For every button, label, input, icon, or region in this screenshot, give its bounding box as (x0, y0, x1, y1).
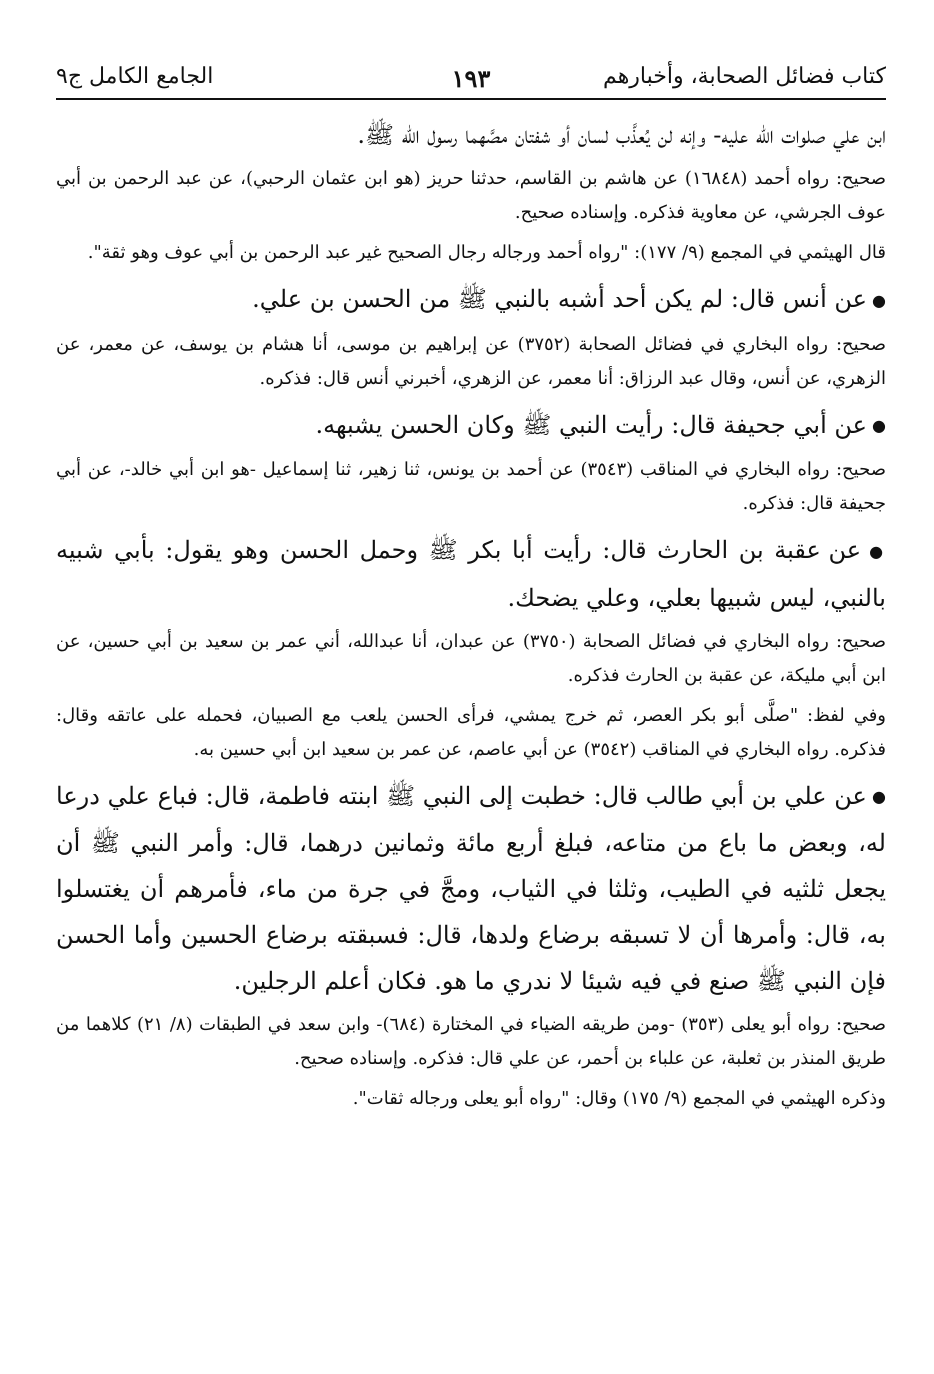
page-body (56, 112, 886, 1122)
takhrij-note: صحيح: رواه أحمد (١٦٨٤٨) عن هاشم بن القاسم، حدثنا حريز (هو ابن عثمان الرحبي)، عن عبد الرحمن بن أبي عوف الجرشي، عن معاوية فذكره. وإسناده صحيح. (56, 168, 886, 223)
page-number: ١٩٣ (451, 64, 491, 93)
hadith-text: ● عن أبي جحيفة قال: رأيت النبي ﷺ وكان الحسن يشبهه. (56, 402, 886, 450)
hadith-text: ● عن عقبة بن الحارث قال: رأيت أبا بكر ﷺ وحمل الحسن وهو يقول: بأبي شبيه بالنبي، ليس شبيها بعلي، وعلي يضحك. (56, 527, 886, 621)
hadith-text: ابن علي صلوات الله عليه- وإنه لن يُعذَّب لسان أو شفتان مصَّهما رسول الله ﷺ. (357, 121, 886, 149)
page-header (56, 58, 886, 100)
takhrij-note: صحيح: رواه البخاري في فضائل الصحابة (٣٧٥٠) عن عبدان، أنا عبدالله، أني عمر بن سعيد بن أبي حسين، عن ابن أبي مليكة، عن عقبة بن الحارث فذكره. (56, 630, 887, 686)
hadith-text: ● عن أنس قال: لم يكن أحد أشبه بالنبي ﷺ من الحسن بن علي. (56, 276, 886, 324)
takhrij-note: وفي لفظ: "صلَّى أبو بكر العصر، ثم خرج يمشي، فرأى الحسن يلعب مع الصبيان، فحمله على عاتقه وقال: فذكره. رواه البخاري في المناقب (٣٥٤٢) عن أبي عاصم، عن عمر بن سعيد ابن أبي حسين به. (56, 704, 886, 760)
hadith-text: ● عن علي بن أبي طالب قال: خطبت إلى النبي ﷺ ابنته فاطمة، قال: فباع علي درعا له، وبعض ما باع من متاعه، فبلغ أربع مائة وثمانين درهما، قال: وأمر النبي ﷺ أن يجعل ثلثيه في الطيب، وثلثا في الثياب، ومجَّ في جرة من ماء، فأمرهم أن يغتسلوا به، قال: وأمرها أن لا تسبقه برضاع ولدها، قال: فسبقته برضاع الحسين وأما الحسن فإن النبي ﷺ صنع في فيه شيئا لا ندري ما هو. فكان أعلم الرجلين. (56, 773, 886, 1005)
takhrij-note: صحيح: رواه البخاري في فضائل الصحابة (٣٧٥٢) عن إبراهيم بن موسى، أنا هشام بن يوسف، عن معمر، عن الزهري، عن أنس، وقال عبد الرزاق: أنا معمر، عن الزهري، أخبرني أنس قال: فذكره. (56, 333, 887, 389)
takhrij-note: وذكره الهيثمي في المجمع (٩/ ١٧٥) وقال: "رواه أبو يعلى ورجاله ثقات". (352, 1088, 886, 1109)
chapter-title: كتاب فضائل الصحابة، وأخبارهم (603, 64, 886, 89)
book-title: الجامع الكامل ج٩ (56, 64, 214, 89)
takhrij-note: قال الهيثمي في المجمع (٩/ ١٧٧): "رواه أحمد ورجاله رجال الصحيح غير عبد الرحمن بن أبي عوف وهو ثقة". (87, 242, 886, 263)
takhrij-note: صحيح: رواه البخاري في المناقب (٣٥٤٣) عن أحمد بن يونس، ثنا زهير، ثنا إسماعيل -هو ابن أبي خالد-، عن أبي جحيفة قال: فذكره. (56, 459, 886, 514)
takhrij-note: صحيح: رواه أبو يعلى (٣٥٣) -ومن طريقه الضياء في المختارة (٦٨٤)- وابن سعد في الطبقات (٨/ ٢١) كلاهما من طريق المنذر بن ثعلبة، عن علباء بن أحمر، عن علي قال: فذكره. وإسناده صحيح. (56, 1014, 886, 1069)
